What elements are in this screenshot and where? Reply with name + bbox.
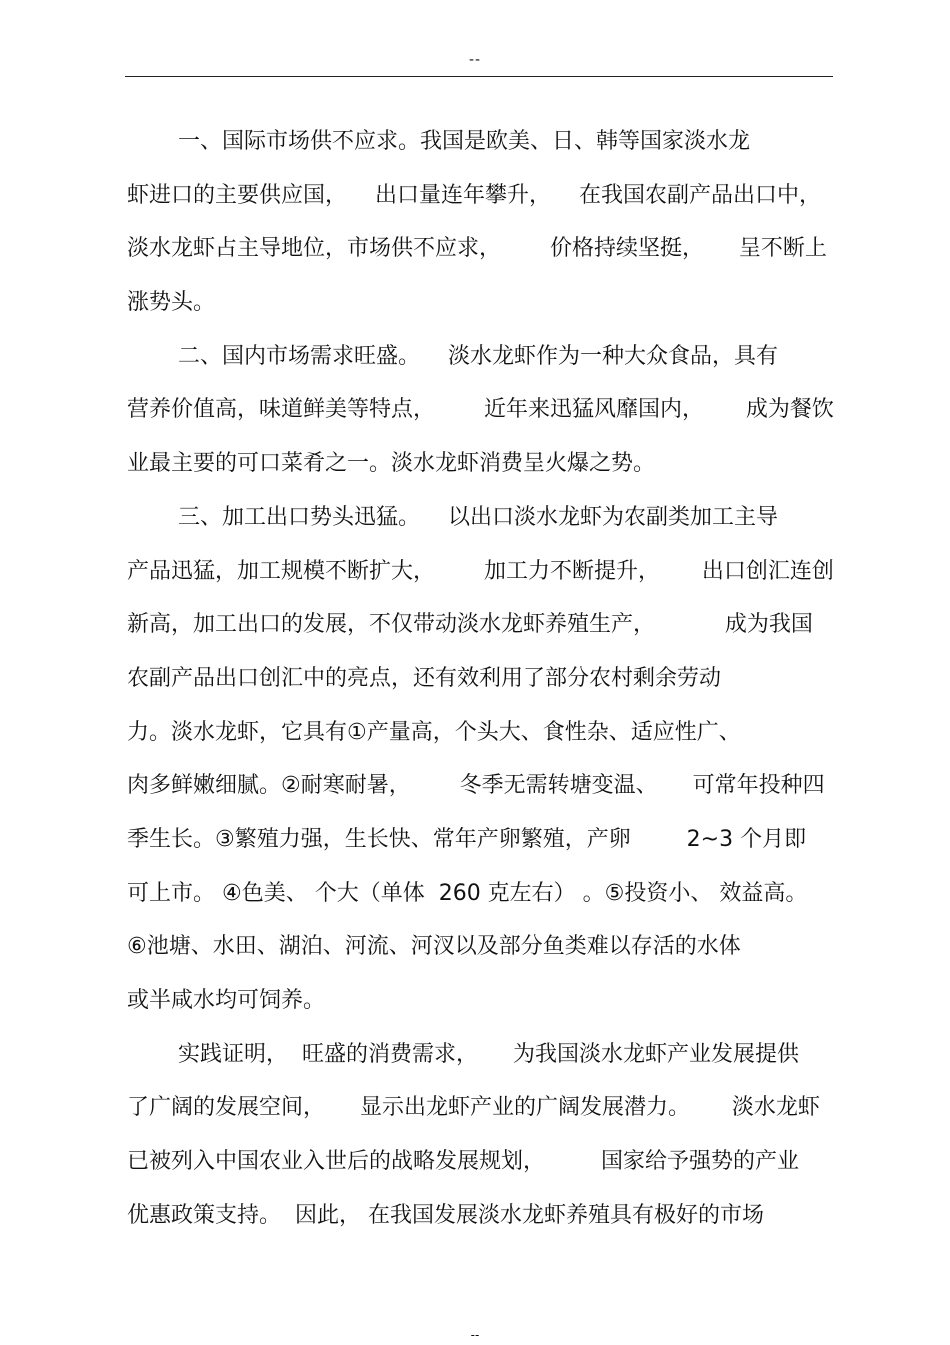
footer-mark: -- [470,1328,480,1342]
text-line: 涨势头。 [127,290,216,316]
header-mark: -- [468,52,482,68]
text-line: 实践证明， 旺盛的消费需求， 为我国淡水龙虾产业发展提供 [178,1041,799,1067]
text-line: 一、国际市场供不应求。我国是欧美、日、韩等国家淡水龙 [178,129,751,154]
text-line: ⑥池塘、水田、湖泊、河流、河汊以及部分鱼类难以存活的水体 [127,934,741,960]
text-line: 业最主要的可口菜肴之一。淡水龙虾消费呈火爆之势。 [127,451,656,477]
text-line: 虾进口的主要供应国， 出口量连年攀升， 在我国农副产品出口中， [127,182,821,208]
text-line: 力。淡水龙虾，它具有①产量高，个头大、食性杂、适应性广、 [127,719,741,745]
text-line: 新高，加工出口的发展，不仅带动淡水龙虾养殖生产， 成为我国 [127,612,813,638]
text-line: 产品迅猛，加工规模不断扩大， 加工力不断提升， 出口创汇连创 [127,558,834,584]
document-body [127,120,832,1247]
header-divider [125,76,833,77]
text-line: 季生长。③繁殖力强，生长快、常年产卵繁殖，产卵 2~3 个月即 [127,826,807,852]
text-line: 淡水龙虾占主导地位，市场供不应求， 价格持续坚挺， 呈不断上 [127,236,827,262]
text-line: 可上市。 ④色美、 个大（单体 260 克左右） 。⑤投资小、 效益高。 [127,880,808,906]
text-line: 肉多鲜嫩细腻。②耐寒耐暑， 冬季无需转塘变温、 可常年投种四 [127,773,825,799]
text-line: 农副产品出口创汇中的亮点，还有效利用了部分农村剩余劳动 [127,665,722,691]
text-line: 已被列入中国农业入世后的战略发展规划， 国家给予强势的产业 [127,1149,799,1175]
text-line: 营养价值高，味道鲜美等特点， 近年来迅猛风靡国内， 成为餐饮 [127,397,834,423]
text-line: 或半咸水均可饲养。 [127,988,326,1013]
text-line: 二、国内市场需求旺盛。 淡水龙虾作为一种大众食品，具有 [178,343,778,369]
text-line: 三、加工出口势头迅猛。 以出口淡水龙虾为农副类加工主导 [178,504,778,530]
text-line: 了广阔的发展空间， 显示出龙虾产业的广阔发展潜力。 淡水龙虾 [127,1095,820,1121]
text-line: 优惠政策支持。 因此， 在我国发展淡水龙虾养殖具有极好的市场 [127,1202,764,1228]
